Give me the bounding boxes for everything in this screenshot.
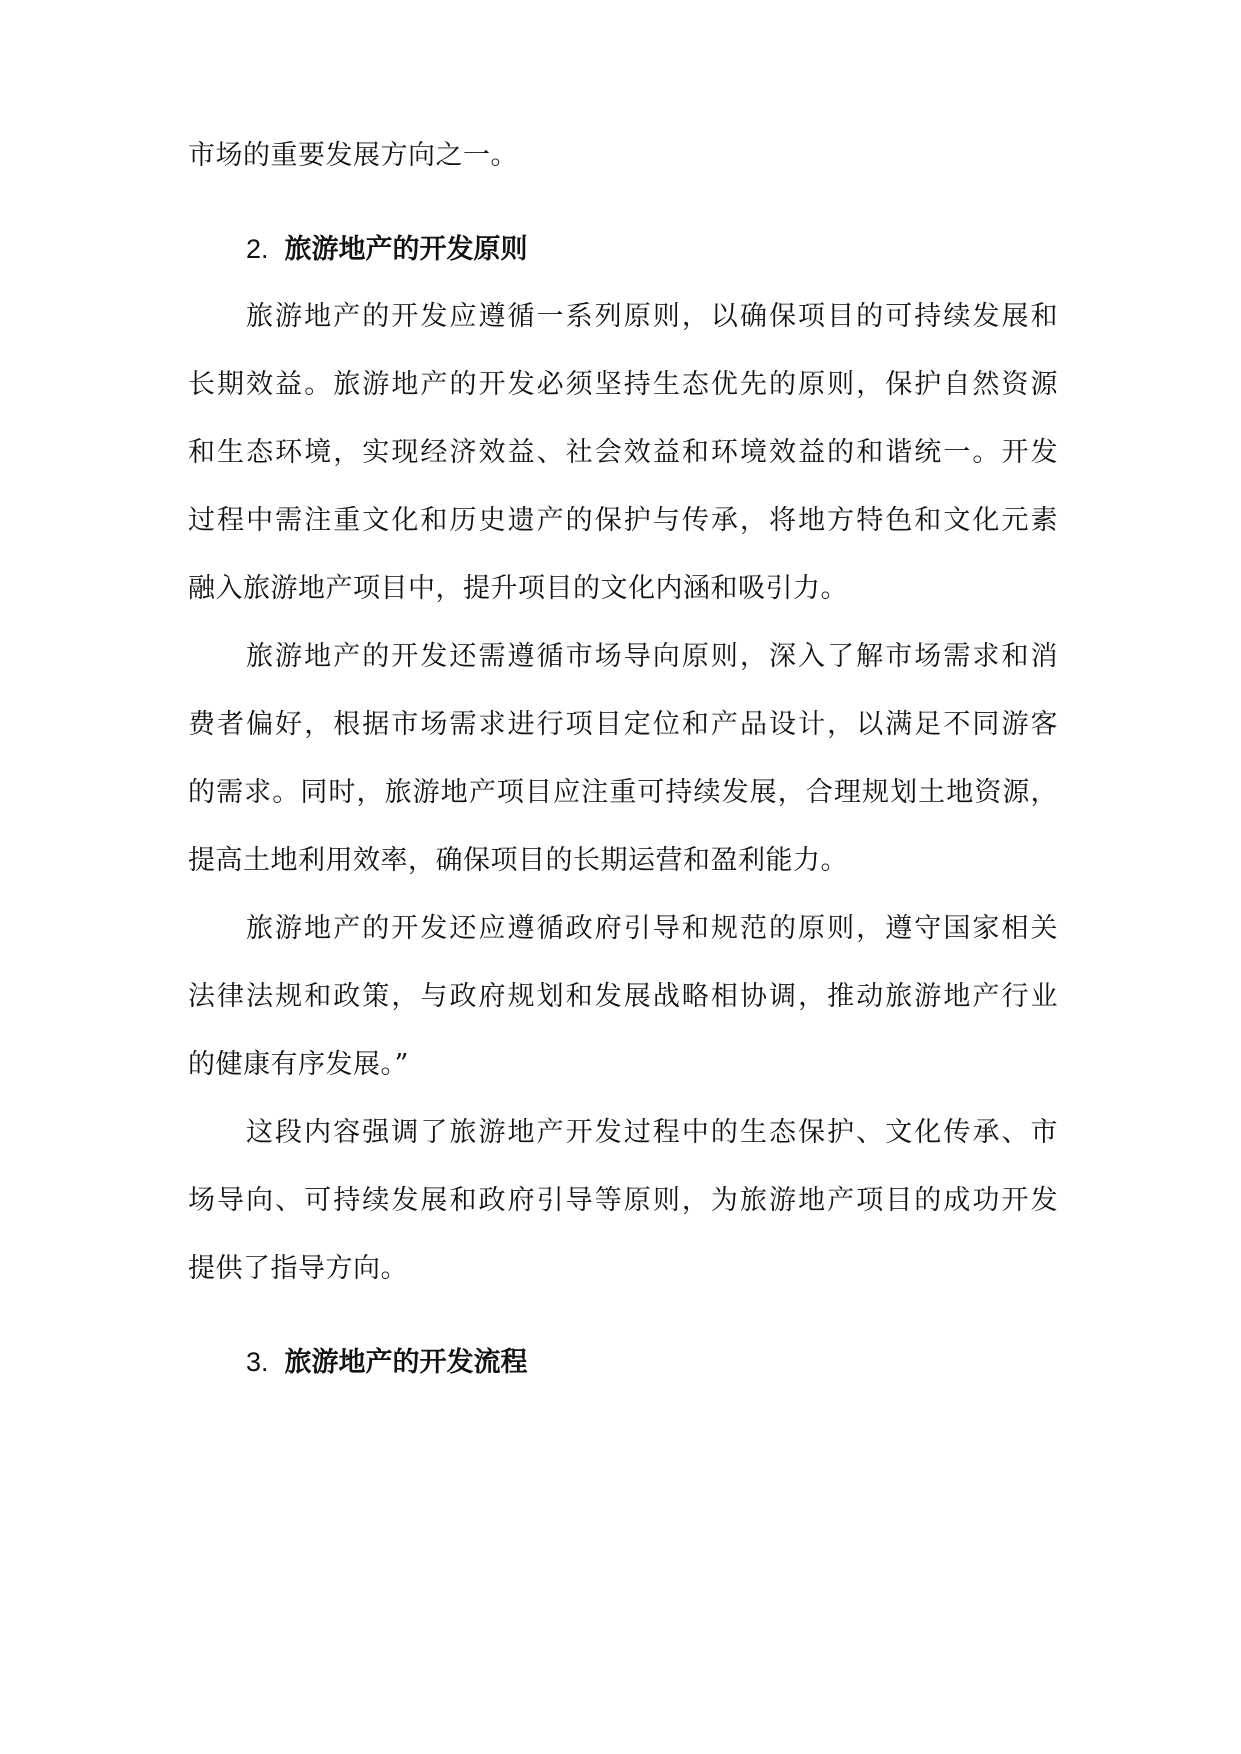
paragraph-line: 提供了指导方向。 bbox=[188, 1253, 408, 1284]
paragraph-line: 旅游地产的开发应遵循一系列原则，以确保项目的可持续发展和 bbox=[246, 301, 1058, 332]
paragraph-line: 的健康有序发展。” bbox=[188, 1049, 409, 1080]
paragraph-line: 费者偏好，根据市场需求进行项目定位和产品设计，以满足不同游客 bbox=[188, 709, 1058, 740]
paragraph-line: 提高土地利用效率，确保项目的长期运营和盈利能力。 bbox=[188, 845, 848, 876]
paragraph-line: 场导向、可持续发展和政府引导等原则，为旅游地产项目的成功开发 bbox=[188, 1185, 1058, 1216]
paragraph-line: 旅游地产的开发还应遵循政府引导和规范的原则，遵守国家相关 bbox=[246, 913, 1058, 944]
paragraph-line: 的需求。同时，旅游地产项目应注重可持续发展，合理规划土地资源， bbox=[188, 777, 1058, 808]
section-heading bbox=[246, 1342, 528, 1383]
paragraph-line: 和生态环境，实现经济效益、社会效益和环境效益的和谐统一。开发 bbox=[188, 437, 1058, 468]
section-title: 旅游地产的开发原则 bbox=[284, 234, 528, 265]
section-number: 2. bbox=[246, 234, 269, 264]
section-number: 3. bbox=[246, 1347, 269, 1377]
paragraph-line: 市场的重要发展方向之一。 bbox=[188, 140, 518, 171]
section-title: 旅游地产的开发流程 bbox=[284, 1347, 528, 1378]
paragraph-line: 融入旅游地产项目中，提升项目的文化内涵和吸引力。 bbox=[188, 573, 848, 604]
paragraph-line: 旅游地产的开发还需遵循市场导向原则，深入了解市场需求和消 bbox=[246, 641, 1058, 672]
paragraph-line: 这段内容强调了旅游地产开发过程中的生态保护、文化传承、市 bbox=[246, 1117, 1058, 1148]
paragraph-line: 长期效益。旅游地产的开发必须坚持生态优先的原则，保护自然资源 bbox=[188, 369, 1058, 400]
paragraph-line: 过程中需注重文化和历史遗产的保护与传承，将地方特色和文化元素 bbox=[188, 505, 1058, 536]
paragraph-line: 法律法规和政策，与政府规划和发展战略相协调，推动旅游地产行业 bbox=[188, 981, 1058, 1012]
section-heading bbox=[246, 229, 528, 270]
